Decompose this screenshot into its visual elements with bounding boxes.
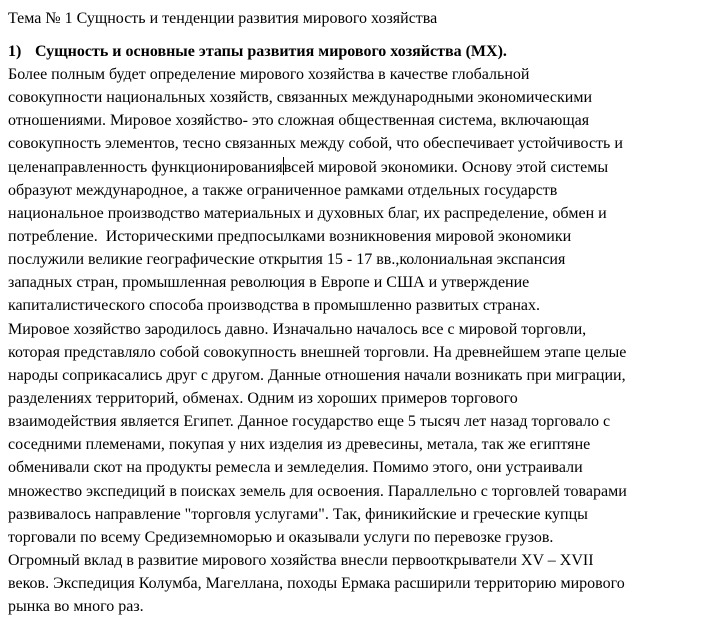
text-line: торговали по всему Средиземноморью и оказывали услуги по перевозке грузов. xyxy=(8,528,554,546)
text-line: веков. Экспедиция Колумба, Магеллана, походы Ермака расширили территорию мирового xyxy=(8,575,625,593)
text-line: народы соприкасались друг с другом. Данные отношения начали возникать при миграции, xyxy=(8,366,626,384)
text-line: рынка во много раз. xyxy=(8,598,144,616)
section-heading-text: Сущность и основные этапы развития мирового хозяйства (МХ). xyxy=(35,43,507,60)
text-line: взаимодействия является Египет. Данное государство еще 5 тысяч лет назад торговало с xyxy=(8,413,611,431)
section-heading xyxy=(8,42,700,62)
document-title: Тема № 1 Сущность и тенденции развития мирового хозяйства xyxy=(8,10,438,27)
text-line: обменивали скот на продукты ремесла и земледелия. Помимо этого, они устраивали xyxy=(8,459,583,477)
text-line: развивалось направление "торговля услугами". Так, финикийские и греческие купцы xyxy=(8,505,588,523)
text-line: отношениями. Мировое хозяйство- это сложная общественная система, включающая xyxy=(8,112,590,130)
section-body[interactable] xyxy=(8,63,700,618)
text-line: Мировое хозяйство зародилось давно. Изначально началось все с мировой торговли, xyxy=(8,320,587,338)
text-segment: всей мировой экономики. Основу этой системы xyxy=(283,158,609,176)
text-line xyxy=(8,156,700,179)
text-line: Более полным будет определение мирового хозяйства в качестве глобальной xyxy=(8,66,530,83)
text-line: множество экспедиций в поисках земель для освоения. Параллельно с торговлей товарами xyxy=(8,482,627,500)
text-line: национальное производство материальных и духовных благ, их распределение, обмен и xyxy=(8,204,607,222)
text-line: которая представляло собой совокупность внешней торговли. На древнейшем этапе целые xyxy=(8,343,627,361)
text-line: Огромный вклад в развитие мирового хозяйства внесли первооткрыватели XV – XVII xyxy=(8,551,594,569)
text-line: капиталистического способа производства в промышленно развитых странах. xyxy=(8,297,541,315)
text-line: разделениях территорий, обменах. Одним из хороших примеров торгового xyxy=(8,389,518,407)
text-line: соседними племенами, покупая у них изделия из древесины, метала, так же египтяне xyxy=(8,436,591,454)
text-line: образуют международное, а также ограниченное рамками отдельных государств xyxy=(8,181,558,199)
text-line: совокупности национальных хозяйств, связанных международными экономическими xyxy=(8,89,593,107)
section-number: 1) xyxy=(8,43,22,60)
document-page[interactable] xyxy=(8,0,700,618)
text-segment: целенаправленность функционирования xyxy=(8,158,283,176)
text-line: совокупность элементов, тесно связанных между собой, что обеспечивает устойчивость и xyxy=(8,135,623,153)
text-line: потребление. Историческими предпосылками возникновения мировой экономики xyxy=(8,227,572,245)
text-line: западных стран, промышленная революция в Европе и США и утверждение xyxy=(8,274,530,292)
text-line: послужили великие географические открытия 15 - 17 вв.,колониальная экспансия xyxy=(8,251,566,269)
